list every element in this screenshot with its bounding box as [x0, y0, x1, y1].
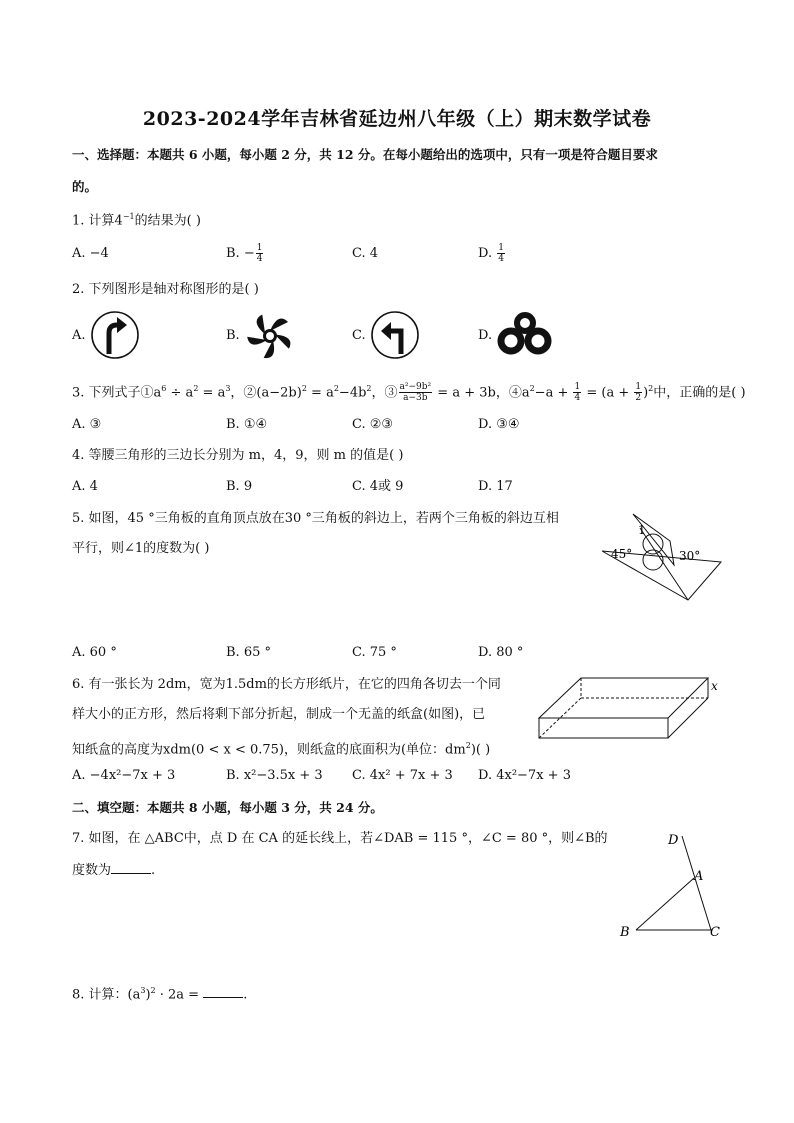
section-2-heading: 二、填空题：本题共 8 小题，每小题 3 分，共 24 分。	[72, 800, 383, 815]
q6-option-d[interactable]: D. 4x²−7x + 3	[478, 768, 571, 783]
q6-option-c[interactable]: C. 4x² + 7x + 3	[352, 768, 453, 783]
q2-option-c[interactable]: C.	[352, 328, 366, 343]
question-6-stem-line-1: 6. 有一张长为 2dm，宽为1.5dm的长方形纸片，在它的四角各切去一个同	[72, 677, 501, 692]
question-6-stem-line-2: 样大小的正方形，然后将剩下部分折起，制成一个无盖的纸盒(如图)，已	[72, 707, 486, 722]
question-6-stem-line-3: 知纸盒的高度为xdm(0 < x < 0.75)，则纸盒的底面积为(单位：$dm^2$)( )	[72, 741, 491, 758]
triangle-rulers-figure	[600, 508, 724, 604]
q4-option-c[interactable]: C. 4或 9	[352, 479, 404, 494]
open-box-figure	[537, 674, 727, 742]
q5-option-b[interactable]: B. 65 °	[226, 645, 271, 660]
q4-option-d[interactable]: D. 17	[478, 479, 513, 494]
question-5-stem-line-2: 平行，则∠1的度数为( )	[72, 541, 210, 556]
question-7-stem-line-1: 7. 如图，在 △ABC中，点 D 在 CA 的延长线上，若∠DAB = 115 °，∠C = 80 °，则∠B的	[72, 831, 608, 846]
q4-option-a[interactable]: A. 4	[72, 479, 98, 494]
q5-option-d[interactable]: D. 80 °	[478, 645, 524, 660]
fig7-label-d: D	[668, 833, 679, 848]
q3-option-c[interactable]: C. ②③	[352, 417, 394, 432]
section-1-heading-cont: 的。	[72, 179, 98, 194]
question-3-stem: 3. 下列式子$①a^6 \div a^2 = a^3$，$②(a-2b)^2 = a^2-4b^2$，③ $\frac{\text{a²−9b²}}{a-3b}$ = a + 3b，$④a^2-a$ + $\frac{1}{4}$ = (a + $\frac{1}{2}$ )$^2$中，正确的是( )	[72, 382, 746, 404]
fig5-label-1: 1	[638, 523, 646, 537]
triangle-abc-figure	[616, 828, 726, 942]
q1-option-d[interactable]: D. $\frac{1}{4}$	[478, 243, 504, 264]
fig5-label-30: 30°	[679, 549, 701, 563]
q6-option-b[interactable]: B. x²−3.5x + 3	[226, 768, 323, 783]
q2-option-a[interactable]: A.	[72, 328, 86, 343]
q6-option-a[interactable]: A. −4x²−7x + 3	[72, 768, 176, 783]
q3-option-a[interactable]: A. ③	[72, 417, 102, 432]
q8-answer-blank[interactable]	[203, 985, 243, 998]
turn-right-arrow-sign-icon	[89, 309, 141, 361]
question-2-stem: 2. 下列图形是轴对称图形的是( )	[72, 282, 259, 297]
pinwheel-flower-icon	[243, 309, 297, 363]
q2-option-d[interactable]: D.	[478, 328, 493, 343]
question-5-stem-line-1: 5. 如图，45 °三角板的直角顶点放在30 °三角板的斜边上，若两个三角板的斜边互相	[72, 511, 559, 526]
q3-option-d[interactable]: D. ③④	[478, 417, 520, 432]
q2-option-b[interactable]: B.	[226, 328, 240, 343]
turn-left-arrow-sign-icon	[369, 309, 421, 361]
q1-option-b[interactable]: B. − $\frac{1}{4}$	[226, 243, 263, 264]
page-title: 2023-2024学年吉林省延边州八年级（上）期末数学试卷	[142, 108, 652, 130]
q1-option-c[interactable]: C. 4	[352, 246, 379, 261]
fig6-label-x: x	[711, 679, 718, 693]
fig7-label-a: A	[694, 869, 704, 884]
linked-rings-icon	[496, 311, 556, 359]
fig7-label-b: B	[620, 925, 630, 940]
q5-option-a[interactable]: A. 60 °	[72, 645, 117, 660]
fig7-label-c: C	[710, 925, 720, 940]
q1-option-a[interactable]: A. −4	[72, 246, 109, 261]
question-8-stem: 8. 计算：$(a^3)^2 \cdot 2a$ = .	[72, 986, 248, 1003]
question-7-stem-line-2: 度数为 .	[72, 863, 156, 878]
q3-option-b[interactable]: B. ①④	[226, 417, 268, 432]
q7-answer-blank[interactable]	[111, 861, 151, 874]
section-1-heading: 一、选择题：本题共 6 小题，每小题 2 分，共 12 分。在每小题给出的选项中，只有一项是符合题目要求	[72, 147, 658, 162]
q5-option-c[interactable]: C. 75 °	[352, 645, 397, 660]
question-1-stem: 1. 计算$4^{-1}$的结果为( )	[72, 212, 201, 229]
q4-option-b[interactable]: B. 9	[226, 479, 253, 494]
question-4-stem: 4. 等腰三角形的三边长分别为 m，4，9，则 m 的值是( )	[72, 448, 404, 463]
fig5-label-45: 45°	[611, 547, 633, 561]
